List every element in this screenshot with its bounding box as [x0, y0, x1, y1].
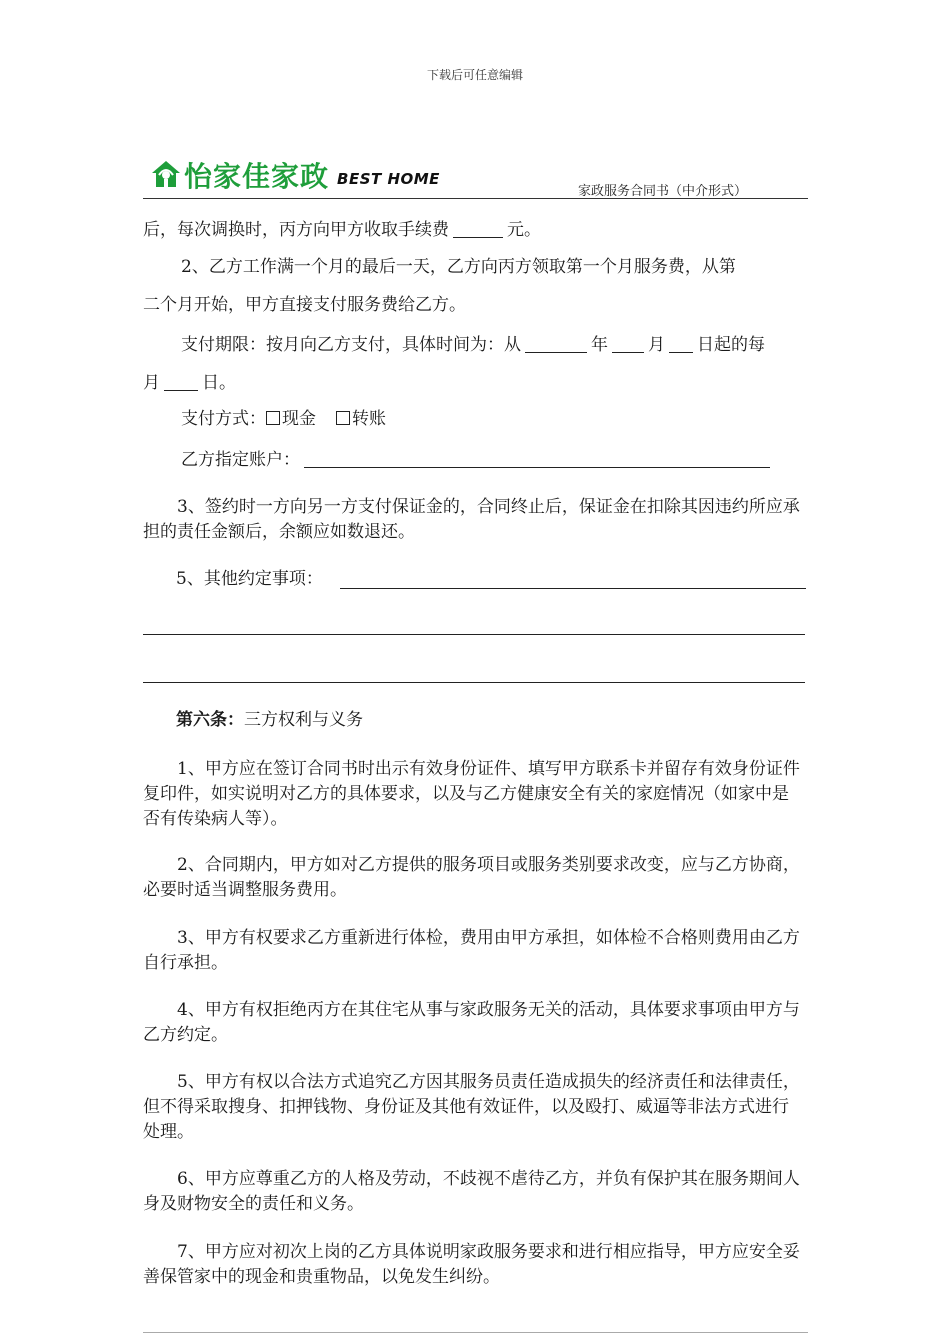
- account-blank: [304, 450, 770, 468]
- article-6-item-3: 3、甲方有权要求乙方重新进行体检，费用由甲方承担，如体检不合格则费用由乙方自行承担。: [143, 928, 800, 973]
- payment-term-line2: [143, 373, 236, 392]
- clause-2-line2: 二个月开始，甲方直接支付服务费给乙方。: [143, 295, 466, 315]
- article-6-item-6: 6、甲方应尊重乙方的人格及劳动，不歧视不虐待乙方，并负有保护其在服务期间人身及财物安全的责任和义务。: [143, 1169, 800, 1214]
- payment-method-label: 支付方式：: [181, 409, 266, 429]
- transfer-option-label: 转账: [352, 409, 386, 429]
- year-blank: [525, 335, 587, 353]
- article-6-title: 三方权利与义务: [244, 710, 363, 730]
- account-line: [181, 450, 774, 469]
- monthly-label: 月: [143, 373, 160, 393]
- article-6-item-7: 7、甲方应对初次上岗的乙方具体说明家政服务要求和进行相应指导，甲方应安全妥善保管家中的现金和贵重物品，以免发生纠纷。: [143, 1242, 800, 1287]
- other-matters-blank-3: [143, 682, 805, 683]
- document-title: 家政服务合同书（中介形式）: [578, 184, 748, 199]
- year-label: 年: [591, 335, 608, 355]
- monthly-day-blank: [164, 373, 198, 391]
- transfer-checkbox[interactable]: [336, 411, 350, 425]
- day-label: 日起的每: [697, 335, 765, 355]
- article-6-item-5: 5、甲方有权以合法方式追究乙方因其服务员责任造成损失的经济责任和法律责任，但不得采取搜身、扣押钱物、身份证及其他有效证件，以及殴打、威逼等非法方式进行处理。: [143, 1072, 800, 1142]
- fee-line: [143, 220, 541, 239]
- article-6-item-1: 1、甲方应在签订合同书时出示有效身份证件、填写甲方联系卡并留存有效身份证件复印件，如实说明对乙方的具体要求，以及与乙方健康安全有关的家庭情况（如家中是否有传染病人等）。: [143, 759, 800, 829]
- company-logo: [150, 158, 440, 192]
- fee-unit: 元。: [507, 220, 541, 240]
- article-6-number: 第六条：: [176, 710, 244, 730]
- day-blank: [669, 335, 693, 353]
- cash-option-label: 现金: [282, 409, 316, 429]
- account-label: 乙方指定账户：: [181, 450, 300, 470]
- fee-blank: [453, 220, 503, 238]
- logo-english-text: BEST HOME: [337, 170, 440, 188]
- clause-3: 3、签约时一方向另一方支付保证金的，合同终止后，保证金在扣除其因违约所应承担的责任金额后，余额应如数退还。: [143, 497, 800, 542]
- monthly-day-label: 日。: [202, 373, 236, 393]
- payment-method-line: [181, 411, 386, 428]
- house-leaf-logo-icon: [150, 159, 182, 191]
- article-6-heading: [176, 712, 363, 729]
- fee-text: 后，每次调换时，丙方向甲方收取手续费: [143, 220, 449, 240]
- logo-chinese-text: 怡家佳家政: [184, 160, 330, 193]
- article-6-item-2: 2、合同期内，甲方如对乙方提供的服务项目或服务类别要求改变，应与乙方协商，必要时适当调整服务费用。: [143, 855, 800, 900]
- other-matters-blank-2: [143, 634, 805, 635]
- month-blank: [612, 335, 644, 353]
- cash-checkbox[interactable]: [266, 411, 280, 425]
- other-matters-line: [176, 571, 323, 588]
- footer-divider: [143, 1332, 808, 1333]
- payment-term-text: 支付期限：按月向乙方支付，具体时间为：从: [181, 335, 521, 355]
- header-divider: [143, 198, 808, 199]
- month-label: 月: [648, 335, 665, 355]
- other-matters-blank: [340, 588, 806, 589]
- article-6-item-4: 4、甲方有权拒绝丙方在其住宅从事与家政服务无关的活动，具体要求事项由甲方与乙方约定。: [143, 1000, 800, 1045]
- payment-term-line: [181, 335, 765, 354]
- clause-2-line1: 2、乙方工作满一个月的最后一天，乙方向丙方领取第一个月服务费，从第: [181, 257, 736, 277]
- top-note: 下载后可任意编辑: [426, 68, 523, 82]
- other-matters-label: 5、其他约定事项：: [176, 569, 323, 589]
